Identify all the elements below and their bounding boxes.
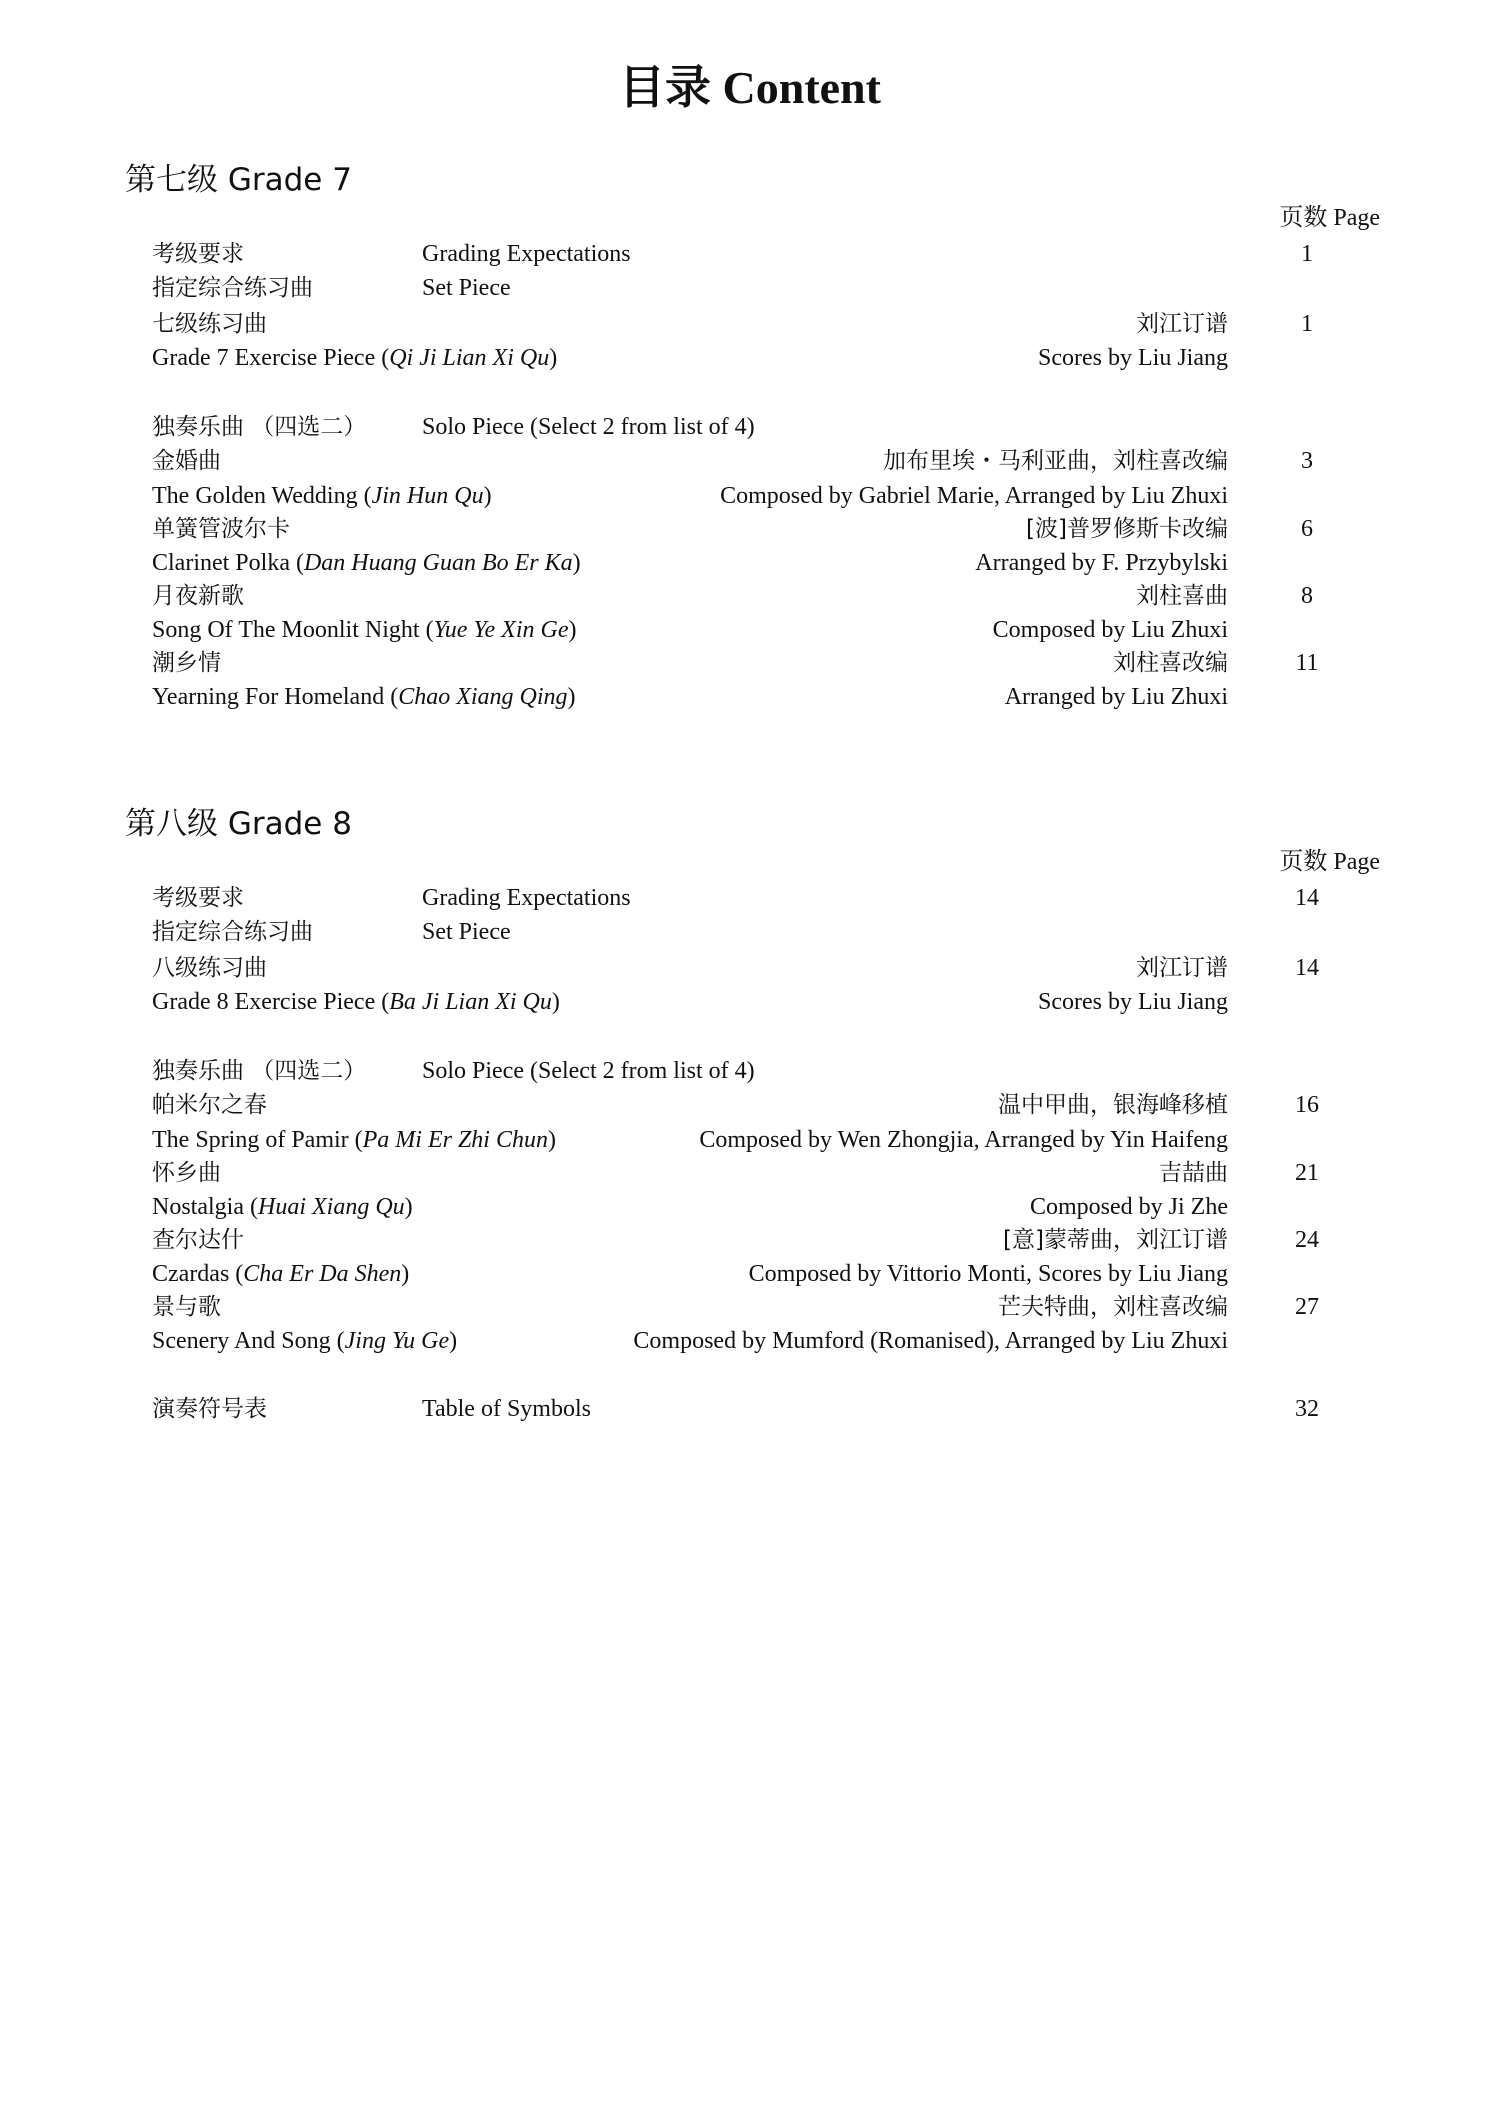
piece-title-cn: 月夜新歌 [152,583,244,609]
credit-en: Composed by Liu Zhuxi [992,617,1228,643]
title-en: Grade 7 Exercise Piece (Qi Ji Lian Xi Qu) [152,345,558,371]
grade7-exercise-row-cn[interactable] [152,307,1380,341]
credit-cn: 吉喆曲 [1159,1160,1228,1186]
page-number: 11 [1295,650,1319,676]
row-label-en: Set Piece [422,919,511,945]
piece-title-cn: 金婚曲 [152,448,221,474]
credit-en: Composed by Mumford (Romanised), Arranged by Liu Zhuxi [633,1328,1228,1354]
piece-title-cn: 潮乡情 [152,650,221,676]
grade8-piece-3-en[interactable] [152,1257,1380,1291]
page-number: 1 [1301,241,1313,267]
grade7-page-header: 页数 Page [1279,205,1380,231]
credit-en: Arranged by F. Przybylski [975,550,1228,576]
row-label-cn: 七级练习曲 [152,311,267,337]
grade8-exercise-row-en[interactable] [152,985,1380,1019]
piece-title-en: Song Of The Moonlit Night (Yue Ye Xin Ge) [152,617,577,643]
row-label-en: Set Piece [422,275,511,301]
page-number: 14 [1295,955,1319,981]
title-pinyin: Qi Ji Lian Xi Qu [389,345,550,371]
credit-en: Composed by Wen Zhongjia, Arranged by Yin Haifeng [699,1127,1228,1153]
page-number: 21 [1295,1160,1319,1186]
grade7-piece-4-en[interactable] [152,680,1380,714]
grade7-exercise-row-en[interactable] [152,341,1380,375]
grade8-piece-3-cn[interactable] [152,1223,1380,1257]
page-number: 27 [1295,1294,1319,1320]
grade8-piece-4-en[interactable] [152,1324,1380,1358]
row-label-cn: 八级练习曲 [152,955,267,981]
solo-heading-cn: 独奏乐曲 （四选二） [152,1058,367,1084]
grade7-piece-2-cn[interactable] [152,512,1380,546]
credit-cn: [意]蒙蒂曲，刘江订谱 [1003,1227,1228,1253]
symbols-row[interactable] [152,1392,1380,1426]
solo-heading-en: Solo Piece (Select 2 from list of 4) [422,414,755,440]
credit-cn: 刘柱喜曲 [1136,583,1228,609]
piece-title-cn: 怀乡曲 [152,1160,221,1186]
credit-cn: 刘柱喜改编 [1113,650,1228,676]
grade8-set-piece-row[interactable] [152,915,1380,949]
title-pinyin: Dan Huang Guan Bo Er Ka [303,550,573,576]
title-pinyin: Yue Ye Xin Ge [433,617,569,643]
grade8-heading: 第八级 Grade 8 [125,806,352,842]
piece-title-en: Clarinet Polka (Dan Huang Guan Bo Er Ka) [152,550,581,576]
credit-cn: 刘江订谱 [1136,955,1228,981]
grade7-piece-2-en[interactable] [152,546,1380,580]
grade7-set-piece-row[interactable] [152,271,1380,305]
credit-cn: 温中甲曲，银海峰移植 [998,1092,1228,1118]
row-label-en: Grading Expectations [422,241,631,267]
page-number: 24 [1295,1227,1319,1253]
credit-en: Arranged by Liu Zhuxi [1004,684,1228,710]
row-label-cn: 指定综合练习曲 [152,275,313,301]
title-en: Grade 8 Exercise Piece (Ba Ji Lian Xi Qu) [152,989,560,1015]
solo-heading-cn: 独奏乐曲 （四选二） [152,414,367,440]
grade7-piece-4-cn[interactable] [152,646,1380,680]
row-label-cn: 考级要求 [152,885,244,911]
grade8-page-header: 页数 Page [1279,849,1380,875]
grade8-piece-1-cn[interactable] [152,1088,1380,1122]
row-label-cn: 指定综合练习曲 [152,919,313,945]
piece-title-en: Czardas (Cha Er Da Shen) [152,1261,410,1287]
solo-heading-en: Solo Piece (Select 2 from list of 4) [422,1058,755,1084]
piece-title-cn: 单簧管波尔卡 [152,516,290,542]
piece-title-cn: 景与歌 [152,1294,221,1320]
grade8-expectations-row[interactable] [152,881,1380,915]
grade7-solo-heading [152,410,1380,444]
grade8-piece-4-cn[interactable] [152,1290,1380,1324]
page-number: 14 [1295,885,1319,911]
title-pinyin: Pa Mi Er Zhi Chun [362,1127,548,1153]
page-title: 目录 Content [619,62,881,113]
credit-cn: 刘江订谱 [1136,311,1228,337]
grade7-heading: 第七级 Grade 7 [125,162,352,198]
grade7-piece-1-cn[interactable] [152,444,1380,478]
grade8-piece-2-cn[interactable] [152,1156,1380,1190]
symbols-label-en: Table of Symbols [422,1396,591,1422]
page-number: 6 [1301,516,1313,542]
credit-en: Composed by Vittorio Monti, Scores by Liu Jiang [748,1261,1228,1287]
grade8-piece-2-en[interactable] [152,1190,1380,1224]
grade7-piece-3-en[interactable] [152,613,1380,647]
page-number: 8 [1301,583,1313,609]
piece-title-en: Scenery And Song (Jing Yu Ge) [152,1328,458,1354]
credit-en: Composed by Ji Zhe [1030,1194,1228,1220]
piece-title-en: The Spring of Pamir (Pa Mi Er Zhi Chun) [152,1127,556,1153]
title-pinyin: Cha Er Da Shen [243,1261,402,1287]
grade8-piece-1-en[interactable] [152,1123,1380,1157]
row-label-en: Grading Expectations [422,885,631,911]
title-pinyin: Chao Xiang Qing [398,684,568,710]
title-pinyin: Jin Hun Qu [371,483,484,509]
credit-en: Scores by Liu Jiang [1038,345,1228,371]
credit-cn: [波]普罗修斯卡改编 [1026,516,1228,542]
grade8-solo-heading [152,1054,1380,1088]
piece-title-en: Nostalgia (Huai Xiang Qu) [152,1194,413,1220]
page-number: 3 [1301,448,1313,474]
credit-cn: 芒夫特曲，刘柱喜改编 [998,1294,1228,1320]
grade8-exercise-row-cn[interactable] [152,951,1380,985]
piece-title-cn: 帕米尔之春 [152,1092,267,1118]
piece-title-cn: 查尔达什 [152,1227,244,1253]
row-label-cn: 考级要求 [152,241,244,267]
piece-title-en: The Golden Wedding (Jin Hun Qu) [152,483,492,509]
title-pinyin: Jing Yu Ge [344,1328,450,1354]
title-pinyin: Ba Ji Lian Xi Qu [389,989,552,1015]
credit-en: Composed by Gabriel Marie, Arranged by Liu Zhuxi [720,483,1228,509]
grade7-piece-1-en[interactable] [152,479,1380,513]
grade7-expectations-row[interactable] [152,237,1380,271]
piece-title-en: Yearning For Homeland (Chao Xiang Qing) [152,684,576,710]
page-number: 32 [1295,1396,1319,1422]
page-number: 16 [1295,1092,1319,1118]
symbols-label-cn: 演奏符号表 [152,1396,267,1422]
credit-cn: 加布里埃・马利亚曲，刘柱喜改编 [883,448,1228,474]
grade7-piece-3-cn[interactable] [152,579,1380,613]
title-pinyin: Huai Xiang Qu [257,1194,405,1220]
page-number: 1 [1301,311,1313,337]
credit-en: Scores by Liu Jiang [1038,989,1228,1015]
